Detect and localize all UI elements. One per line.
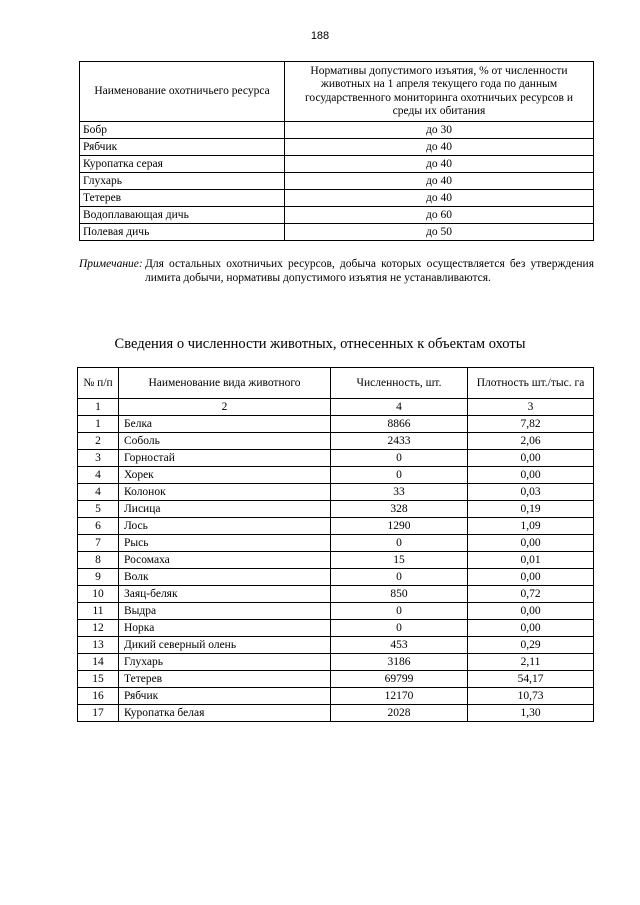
row-number: 7 xyxy=(78,535,119,552)
animal-density: 0,03 xyxy=(468,484,594,501)
table-row xyxy=(78,535,594,552)
animal-name: Куропатка белая xyxy=(119,705,331,722)
resource-name: Куропатка серая xyxy=(80,156,285,173)
animal-count: 0 xyxy=(331,535,468,552)
row-number: 4 xyxy=(78,467,119,484)
animal-count: 0 xyxy=(331,467,468,484)
header-count: Численность, шт. xyxy=(331,368,468,399)
animal-count: 2028 xyxy=(331,705,468,722)
table-row xyxy=(78,671,594,688)
animal-density: 54,17 xyxy=(468,671,594,688)
animal-count: 3186 xyxy=(331,654,468,671)
resource-name: Водоплавающая дичь xyxy=(80,207,285,224)
row-number: 15 xyxy=(78,671,119,688)
animal-count: 850 xyxy=(331,586,468,603)
animal-count: 1290 xyxy=(331,518,468,535)
row-number: 14 xyxy=(78,654,119,671)
table-row xyxy=(80,207,594,224)
animal-density: 0,00 xyxy=(468,603,594,620)
resource-name: Тетерев xyxy=(80,190,285,207)
animal-count: 453 xyxy=(331,637,468,654)
animal-density: 1,09 xyxy=(468,518,594,535)
table-row xyxy=(78,654,594,671)
table-row xyxy=(78,586,594,603)
resource-norm: до 30 xyxy=(285,122,594,139)
animal-density: 0,00 xyxy=(468,620,594,637)
table-row xyxy=(78,705,594,722)
animal-count: 0 xyxy=(331,603,468,620)
table-row xyxy=(78,518,594,535)
animal-name: Рябчик xyxy=(119,688,331,705)
animal-name: Горностай xyxy=(119,450,331,467)
row-number: 4 xyxy=(78,484,119,501)
table-row xyxy=(78,569,594,586)
animal-name: Глухарь xyxy=(119,654,331,671)
resource-norm: до 50 xyxy=(285,224,594,241)
row-number: 2 xyxy=(78,433,119,450)
index-cell: 4 xyxy=(331,399,468,416)
row-number: 11 xyxy=(78,603,119,620)
animal-name: Норка xyxy=(119,620,331,637)
animal-density: 0,00 xyxy=(468,535,594,552)
animal-name: Росомаха xyxy=(119,552,331,569)
table-row xyxy=(78,603,594,620)
row-number: 1 xyxy=(78,416,119,433)
norms-header-row xyxy=(80,62,594,122)
animal-density: 2,06 xyxy=(468,433,594,450)
header-norm: Нормативы допустимого изъятия, % от численности животных на 1 апреля текущего года по данным государственного мониторинга охотничьих ресурсов и среды их обитания xyxy=(285,62,594,122)
animal-name: Лисица xyxy=(119,501,331,518)
resource-norm: до 40 xyxy=(285,156,594,173)
animal-name: Хорек xyxy=(119,467,331,484)
resource-norm: до 60 xyxy=(285,207,594,224)
animal-density: 1,30 xyxy=(468,705,594,722)
table-row xyxy=(78,637,594,654)
header-resource-name: Наименование охотничьего ресурса xyxy=(80,62,285,122)
animal-name: Лось xyxy=(119,518,331,535)
row-number: 17 xyxy=(78,705,119,722)
row-number: 9 xyxy=(78,569,119,586)
animal-density: 0,00 xyxy=(468,467,594,484)
resource-name: Глухарь xyxy=(80,173,285,190)
row-number: 13 xyxy=(78,637,119,654)
row-number: 6 xyxy=(78,518,119,535)
table-row xyxy=(78,620,594,637)
header-density: Плотность шт./тыс. га xyxy=(468,368,594,399)
table-row xyxy=(80,122,594,139)
animal-density: 7,82 xyxy=(468,416,594,433)
column-index-row xyxy=(78,399,594,416)
table-row xyxy=(78,501,594,518)
animal-count: 8866 xyxy=(331,416,468,433)
table-row xyxy=(78,552,594,569)
note xyxy=(79,257,594,285)
table-row xyxy=(80,173,594,190)
animal-count: 0 xyxy=(331,620,468,637)
index-cell: 3 xyxy=(468,399,594,416)
row-number: 16 xyxy=(78,688,119,705)
animal-count: 0 xyxy=(331,569,468,586)
resource-name: Рябчик xyxy=(80,139,285,156)
animal-name: Белка xyxy=(119,416,331,433)
row-number: 8 xyxy=(78,552,119,569)
animal-name: Заяц-беляк xyxy=(119,586,331,603)
section-title: Сведения о численности животных, отнесенных к объектам охоты xyxy=(114,336,526,352)
resource-norm: до 40 xyxy=(285,139,594,156)
row-number: 12 xyxy=(78,620,119,637)
animal-density: 0,29 xyxy=(468,637,594,654)
resource-name: Полевая дичь xyxy=(80,224,285,241)
resource-norm: до 40 xyxy=(285,190,594,207)
table-row xyxy=(78,416,594,433)
animal-density: 10,73 xyxy=(468,688,594,705)
table-row xyxy=(80,224,594,241)
animal-name: Колонок xyxy=(119,484,331,501)
animal-count: 15 xyxy=(331,552,468,569)
animal-density: 2,11 xyxy=(468,654,594,671)
animals-header-row xyxy=(78,368,594,399)
animal-name: Выдра xyxy=(119,603,331,620)
resource-name: Бобр xyxy=(80,122,285,139)
animal-name: Соболь xyxy=(119,433,331,450)
animal-density: 0,19 xyxy=(468,501,594,518)
header-animal-name: Наименование вида животного xyxy=(119,368,331,399)
index-cell: 1 xyxy=(78,399,119,416)
animal-density: 0,72 xyxy=(468,586,594,603)
animal-density: 0,01 xyxy=(468,552,594,569)
animal-count: 2433 xyxy=(331,433,468,450)
animal-count: 69799 xyxy=(331,671,468,688)
row-number: 3 xyxy=(78,450,119,467)
table-row xyxy=(78,484,594,501)
table-row xyxy=(78,467,594,484)
table-row xyxy=(80,156,594,173)
animal-count: 0 xyxy=(331,450,468,467)
animal-name: Дикий северный олень xyxy=(119,637,331,654)
index-cell: 2 xyxy=(119,399,331,416)
note-label: Примечание: xyxy=(79,258,143,270)
animal-name: Волк xyxy=(119,569,331,586)
table-row xyxy=(78,433,594,450)
table-row xyxy=(78,450,594,467)
animal-count: 33 xyxy=(331,484,468,501)
table-row xyxy=(80,190,594,207)
animal-name: Рысь xyxy=(119,535,331,552)
note-text: Для остальных охотничьих ресурсов, добыча которых осуществляется без утверждения лимита добычи, нормативы допустимого изъятия не устанавливаются. xyxy=(145,258,594,284)
animal-count: 328 xyxy=(331,501,468,518)
animal-density: 0,00 xyxy=(468,569,594,586)
table-row xyxy=(80,139,594,156)
page-number: 188 xyxy=(310,30,330,42)
resource-norm: до 40 xyxy=(285,173,594,190)
header-num: № п/п xyxy=(78,368,119,399)
animal-population-table xyxy=(77,367,594,722)
animal-name: Тетерев xyxy=(119,671,331,688)
row-number: 5 xyxy=(78,501,119,518)
hunting-norms-table xyxy=(79,61,594,241)
animal-count: 12170 xyxy=(331,688,468,705)
animal-density: 0,00 xyxy=(468,450,594,467)
table-row xyxy=(78,688,594,705)
row-number: 10 xyxy=(78,586,119,603)
